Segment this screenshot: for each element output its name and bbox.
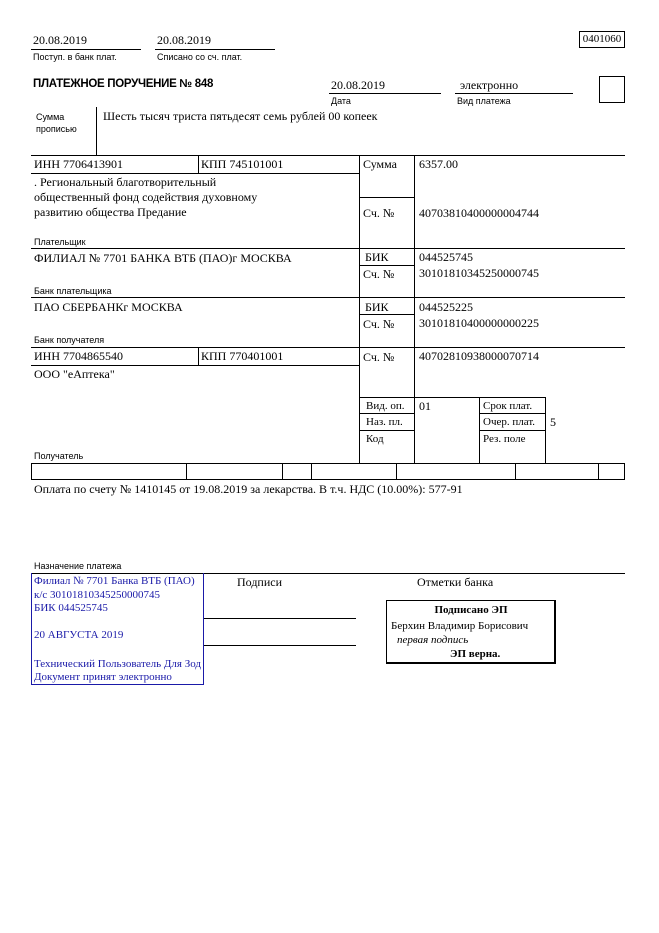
payer-kpp: КПП 745101001: [201, 157, 284, 171]
amount-words-label-1: Сумма: [36, 112, 65, 122]
tax-fields-row: [31, 463, 625, 480]
op-type: 01: [419, 399, 431, 413]
payer-inn: ИНН 7706413901: [34, 157, 123, 171]
payer-bank-bik-label: БИК: [365, 250, 389, 264]
purpose-label: Назначение платежа: [34, 561, 122, 571]
recipient-bank-account-label: Сч. №: [363, 317, 395, 331]
recipient-bank-account: 30101810400000000225: [419, 316, 539, 330]
stamp-line-1: Филиал № 7701 Банка ВТБ (ПАО): [34, 575, 195, 587]
purpose-text: Оплата по счету № 1410145 от 19.08.2019 за лекарства. В т.ч. НДС (10.00%): 577-91: [34, 482, 463, 496]
form-code: 0401060: [579, 31, 625, 48]
amount-value: 6357.00: [419, 157, 458, 171]
payer-name-1: . Региональный благотворительный: [34, 175, 217, 189]
payer-name-3: развитию общества Предание: [34, 205, 187, 219]
order-date-label: Дата: [331, 96, 351, 106]
stamp-line-5: Технический Пользователь Для Зод: [34, 658, 202, 670]
reserve-label: Рез. поле: [483, 433, 526, 445]
bank-received-date: 20.08.2019: [33, 33, 87, 47]
e-signature-status: ЭП верна.: [450, 648, 501, 660]
recipient-label: Получатель: [34, 451, 84, 461]
e-signature-title: Подписано ЭП: [434, 604, 508, 616]
payer-name-2: общественный фонд содействия духовному: [34, 190, 258, 204]
signatures-label: Подписи: [237, 575, 283, 589]
recipient-bank-label: Банк получателя: [34, 335, 105, 345]
amount-label: Сумма: [363, 157, 397, 171]
recipient-bank-bik: 044525225: [419, 300, 473, 314]
priority: 5: [550, 415, 556, 429]
stamp-line-6: Документ принят электронно: [34, 671, 172, 683]
payer-account-label: Сч. №: [363, 206, 395, 220]
recipient-account: 40702810938000070714: [419, 349, 539, 363]
code-label: Код: [366, 433, 384, 445]
e-signature-role: первая подпись: [397, 634, 469, 646]
e-signature-signer: Берхин Владимир Борисович: [391, 620, 529, 632]
payer-bank-name: ФИЛИАЛ № 7701 БАНКА ВТБ (ПАО)г МОСКВА: [34, 251, 292, 265]
payer-bank-account-label: Сч. №: [363, 267, 395, 281]
stamp-line-3: БИК 044525745: [34, 602, 108, 614]
payer-bank-label: Банк плательщика: [34, 286, 112, 296]
recipient-bank-name: ПАО СБЕРБАНКг МОСКВА: [34, 300, 183, 314]
term-label: Срок плат.: [483, 400, 533, 412]
recipient-name: ООО "еАптека": [34, 367, 115, 381]
op-type-label: Вид. оп.: [366, 400, 405, 412]
payment-type-label: Вид платежа: [457, 96, 511, 106]
order-title: ПЛАТЕЖНОЕ ПОРУЧЕНИЕ № 848: [33, 78, 214, 90]
payer-label: Плательщик: [34, 237, 86, 247]
amount-words-value: Шесть тысяч триста пятьдесят семь рублей 00 копеек: [103, 109, 378, 123]
amount-words-label-2: прописью: [36, 124, 77, 134]
debited-date: 20.08.2019: [157, 33, 211, 47]
debited-label: Списано со сч. плат.: [157, 52, 243, 62]
stamp-date: 20 АВГУСТА 2019: [34, 629, 124, 641]
payer-bank-bik: 044525745: [419, 250, 473, 264]
recipient-bank-bik-label: БИК: [365, 300, 389, 314]
payer-account: 40703810400000004744: [419, 206, 539, 220]
recipient-kpp: КПП 770401001: [201, 349, 284, 363]
priority-label: Очер. плат.: [483, 416, 536, 428]
stamp-box: [599, 76, 625, 103]
stamp-line-2: к/с 30101810345250000745: [34, 589, 161, 601]
recipient-inn: ИНН 7704865540: [34, 349, 123, 363]
purpose-code-label: Наз. пл.: [366, 416, 403, 428]
bank-received-label: Поступ. в банк плат.: [33, 52, 117, 62]
bank-marks-label: Отметки банка: [417, 575, 494, 589]
recipient-account-label: Сч. №: [363, 350, 395, 364]
order-date: 20.08.2019: [331, 78, 385, 92]
payer-bank-account: 30101810345250000745: [419, 266, 539, 280]
payment-type: электронно: [460, 78, 519, 92]
